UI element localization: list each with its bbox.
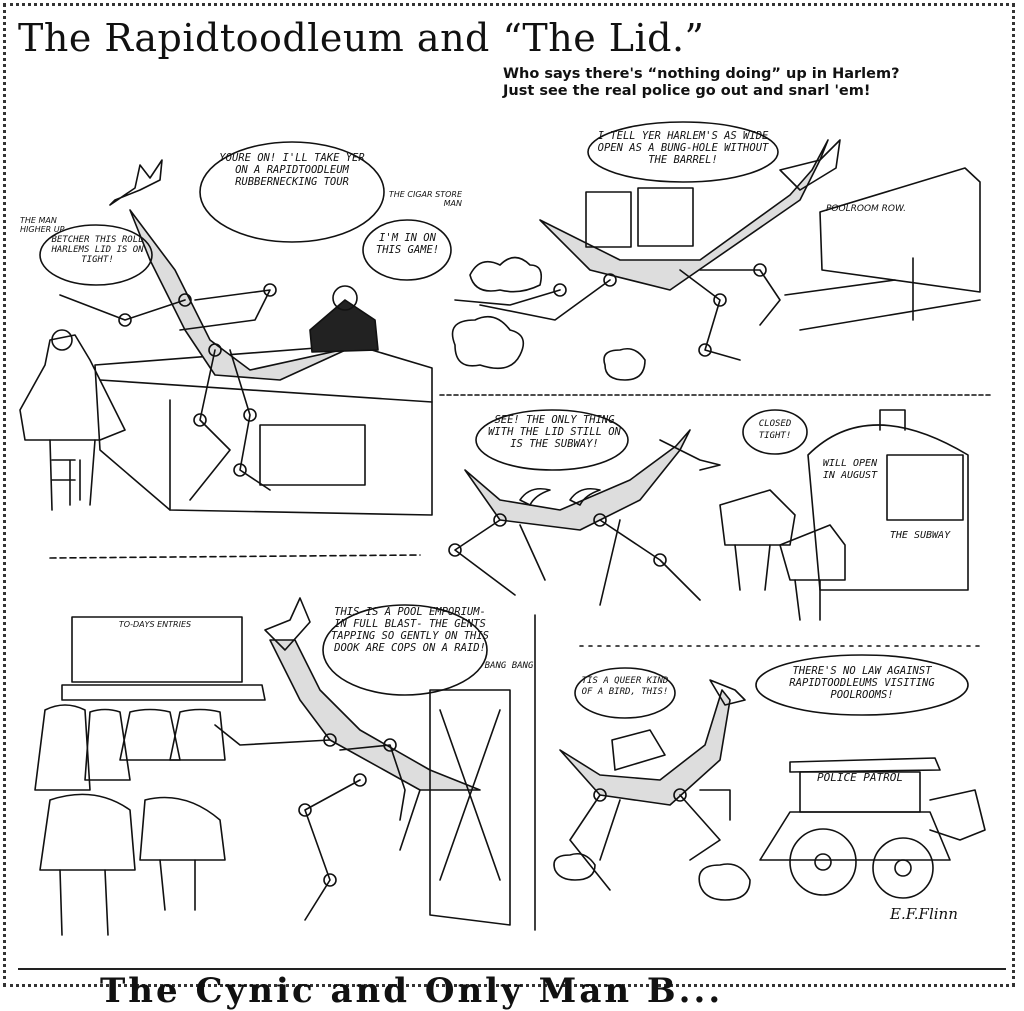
panel3-bubble-right: CLOSED TIGHT! xyxy=(758,419,792,441)
panel1-label-man: THE MAN HIGHER UP xyxy=(20,216,65,234)
panel5-bubble-left: TIS A QUEER KIND OF A BIRD, THIS! xyxy=(581,676,669,697)
panel5-bubble-right: THERE'S NO LAW AGAINST RAPIDTOODLEUMS VISITING POOLROOMS! xyxy=(789,665,935,701)
artist-signature: E.F.Flinn xyxy=(890,905,958,923)
page-title: The Rapidtoodleum and “The Lid.” xyxy=(18,16,705,60)
panel3-bubble-left: SEE! THE ONLY THING WITH THE LID STILL ON IS THE SUBWAY! xyxy=(488,414,621,450)
subtitle-line-2: Just see the real police go out and snarl 'em! xyxy=(503,83,871,99)
panel4-board: TO-DAYS ENTRIES xyxy=(118,620,192,629)
panel3-kiosk-sign: THE SUBWAY xyxy=(889,530,951,541)
panel2-bubble: I TELL YER HARLEM'S AS WIDE OPEN AS A BUNG-HOLE WITHOUT THE BARREL! xyxy=(597,130,769,166)
panel1-bubble-man: BETCHER THIS ROLL HARLEMS LID IS ON TIGHT! xyxy=(51,235,144,265)
panel4-sound: BANG BANG xyxy=(484,661,534,671)
panel1-bubble-clerk: I'M IN ON THIS GAME! xyxy=(375,232,440,256)
bottom-rule xyxy=(18,968,1006,970)
panel3-kiosk-notice: WILL OPEN IN AUGUST xyxy=(822,458,878,481)
panel1-label-clerk: THE CIGAR STORE MAN xyxy=(388,190,462,208)
panel2-sign: POOLROOM ROW. xyxy=(826,204,907,214)
panel1-bubble-main: YOURE ON! I'LL TAKE YER ON A RAPIDTOODLEUM RUBBERNECKING TOUR xyxy=(219,152,365,188)
next-article-title: The Cynic and Only Man B... xyxy=(100,971,724,1011)
panel5-wagon: POLICE PATROL xyxy=(816,771,904,784)
subtitle-line-1: Who says there's “nothing doing” up in Harlem? xyxy=(503,66,900,82)
panel4-bubble: THIS IS A POOL EMPORIUM- IN FULL BLAST- THE GENTS TAPPING SO GENTLY ON THIS DOOK ARE COPS ON A RAID! xyxy=(330,606,490,654)
